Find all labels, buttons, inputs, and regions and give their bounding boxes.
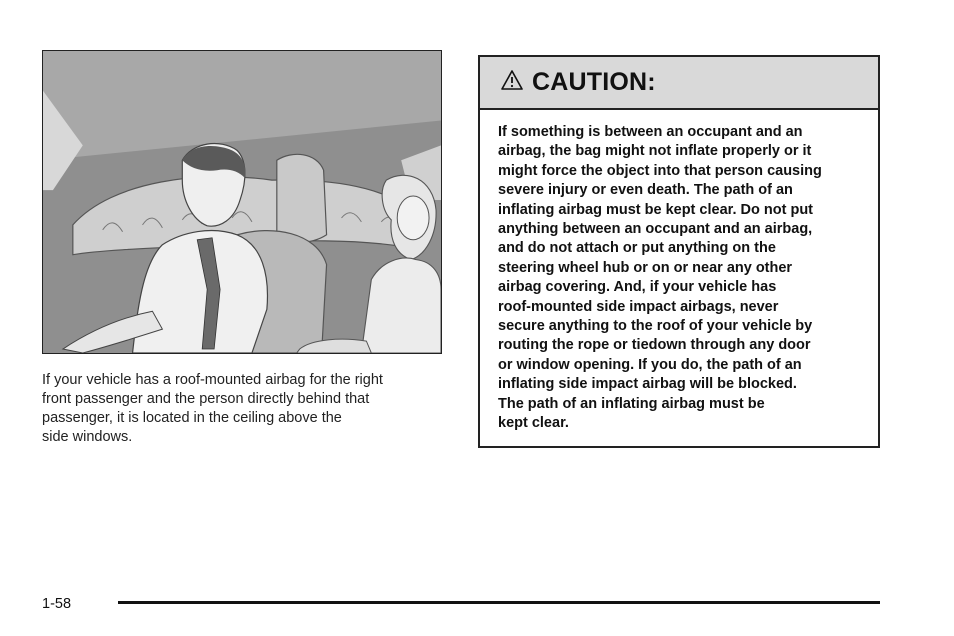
caution-text [480,110,878,434]
warning-triangle-icon [500,69,524,91]
caution-line: airbag, the bag might not inflate properly or it [498,143,812,160]
caution-line: The path of an inflating airbag must be [498,395,765,412]
caution-line: or window opening. If you do, the path of an [498,356,802,373]
caption-line: side windows. [42,429,133,445]
caution-line: steering wheel hub or on or near any other [498,259,793,276]
caution-line: kept clear. [498,415,569,432]
caution-line: inflating side impact airbag will be blocked. [498,376,797,393]
caution-line: If something is between an occupant and an [498,124,803,140]
caution-line: airbag covering. And, if your vehicle has [498,279,777,296]
footer-divider [118,601,880,604]
airbag-illustration [42,50,442,354]
caution-line: roof-mounted side impact airbags, never [498,298,779,315]
caution-box [478,55,880,448]
caution-line: anything between an occupant and an airbag, [498,221,813,238]
page-number: 1-58 [42,596,72,612]
caption-line: front passenger and the person directly behind that [42,391,370,407]
caution-line: and do not attach or put anything on the [498,240,776,257]
caption-line: If your vehicle has a roof-mounted airbag for the right [42,372,383,388]
caution-line: severe injury or even death. The path of an [498,182,793,199]
caution-line: routing the rope or tiedown through any door [498,337,811,354]
caption-line: passenger, it is located in the ceiling above the [42,410,342,426]
caution-line: might force the object into that person causing [498,162,822,179]
caution-line: inflating airbag must be kept clear. Do not put [498,201,814,218]
caution-header [480,57,878,110]
illustration-caption [42,371,442,447]
caution-title: CAUTION: [532,68,656,96]
caution-line: secure anything to the roof of your vehicle by [498,318,813,335]
airbag-occupants-illustration [43,51,441,353]
